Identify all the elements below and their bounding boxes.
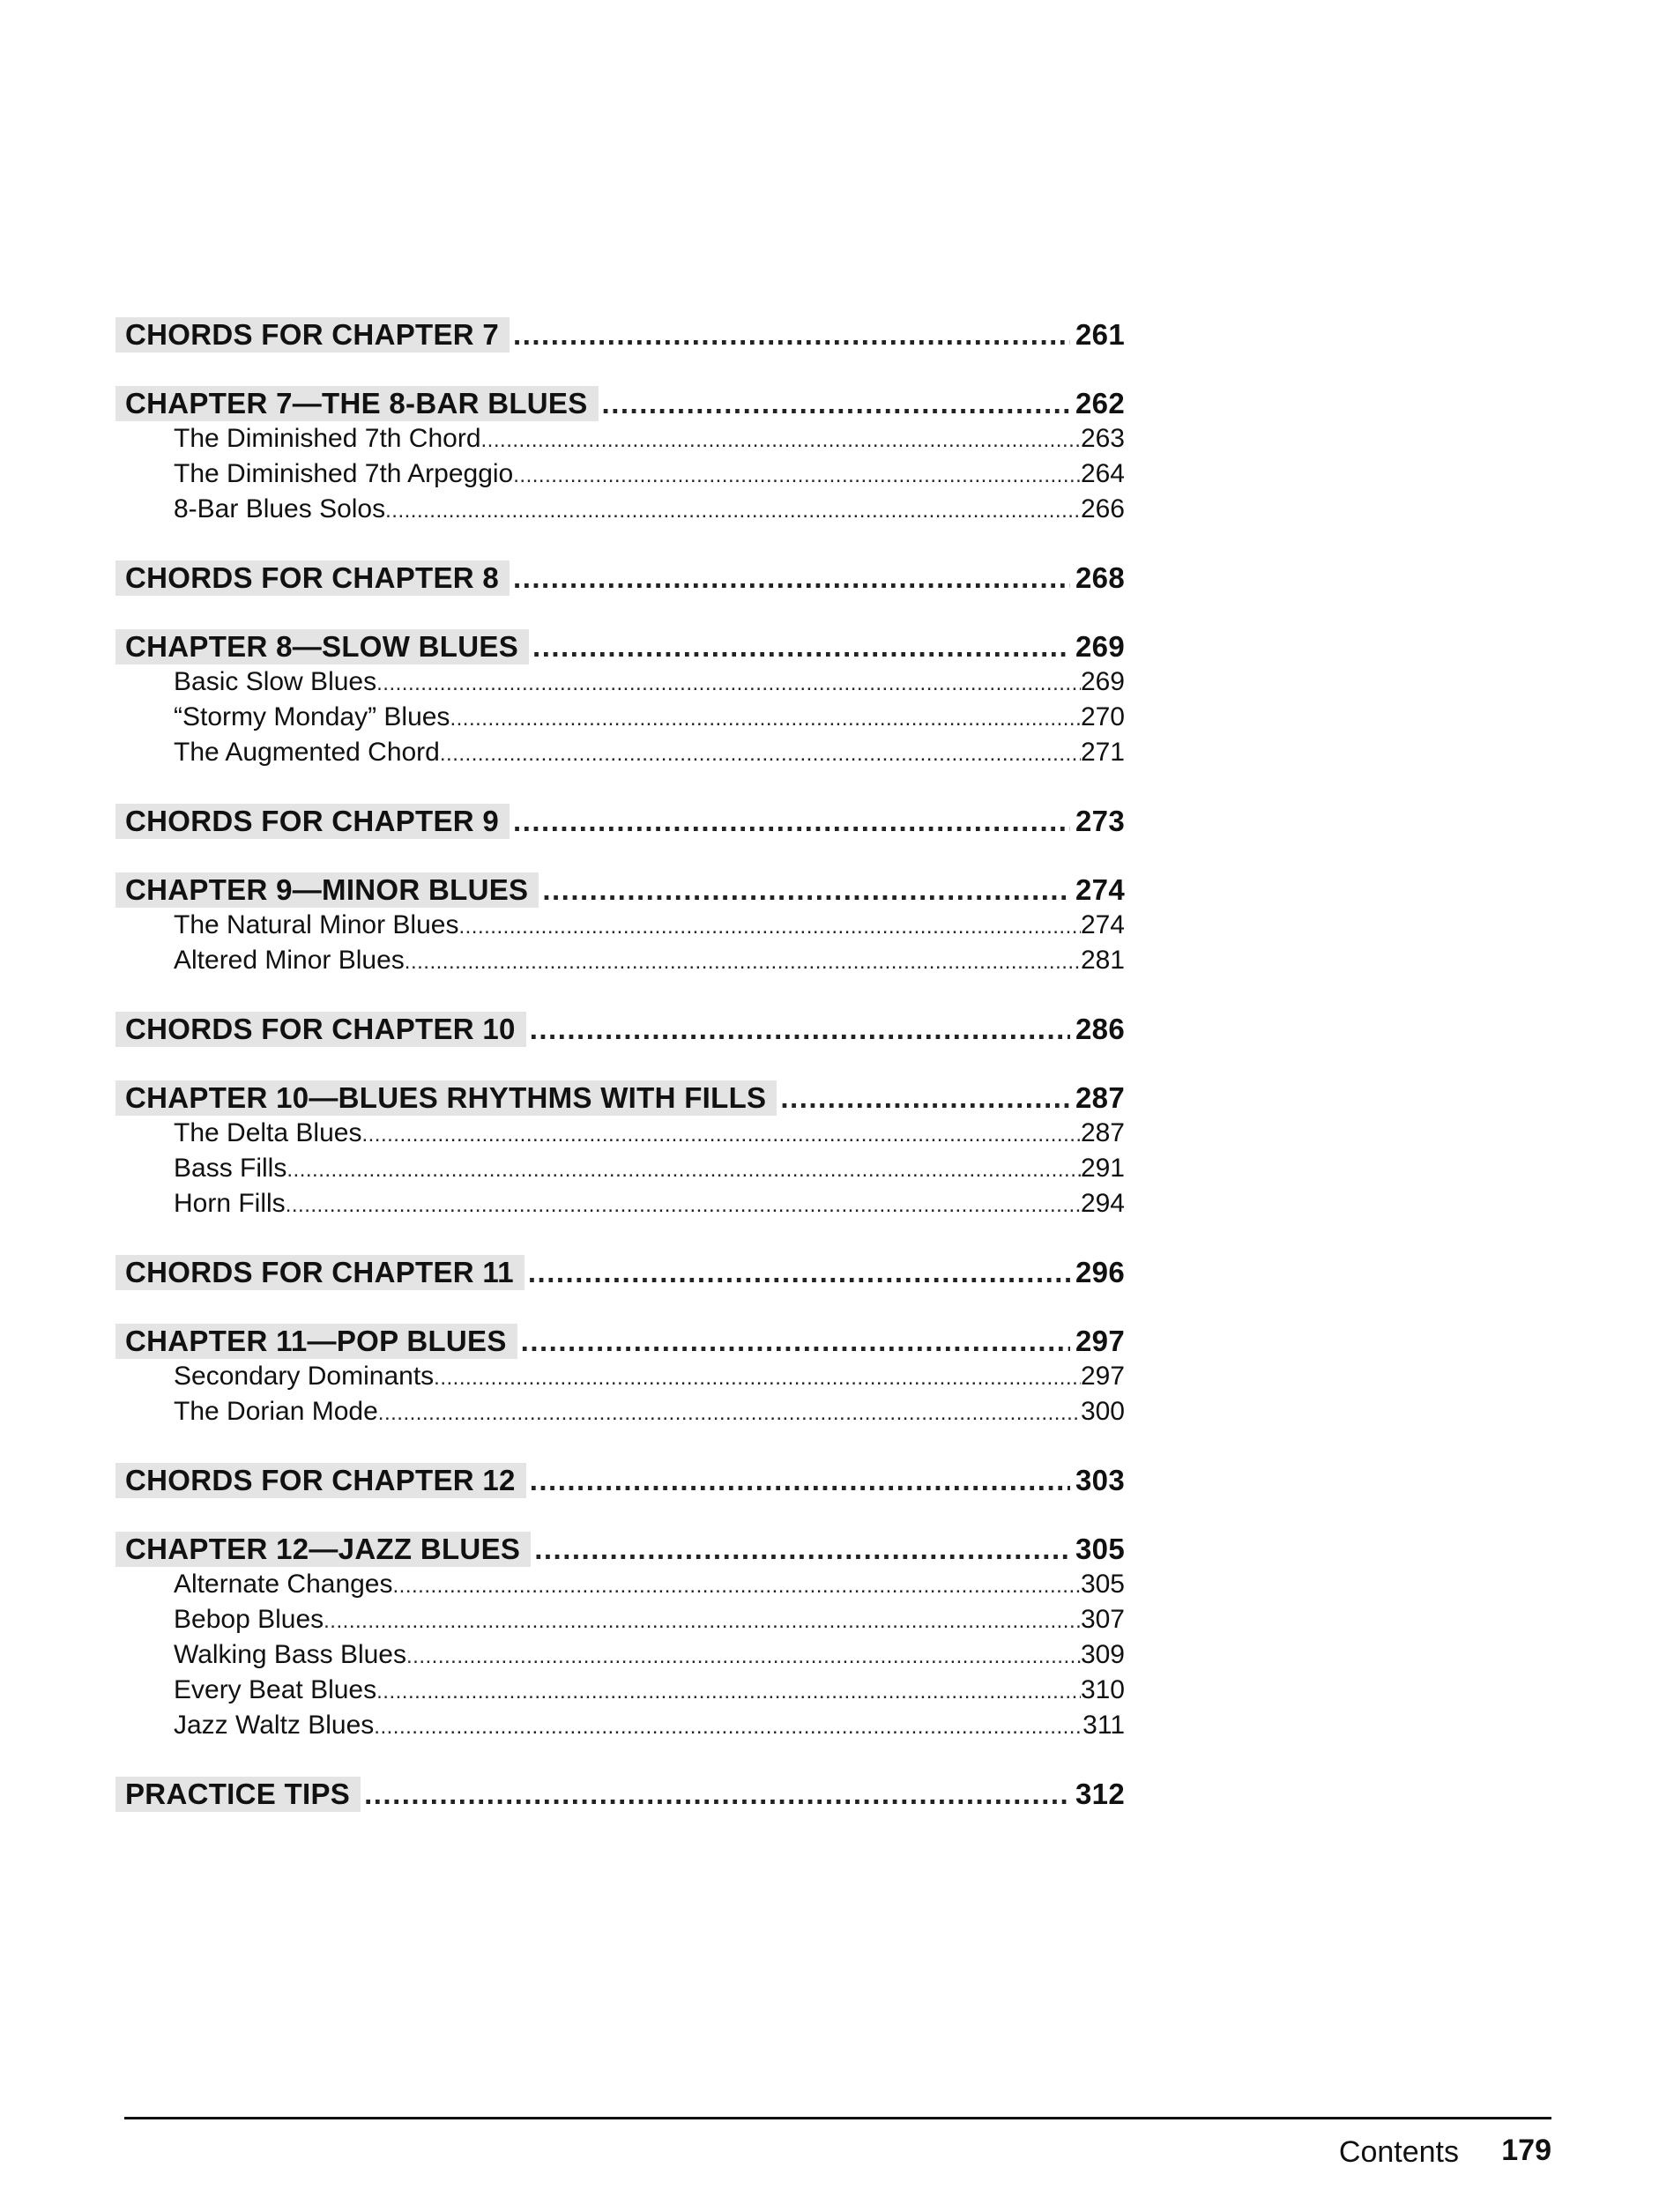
toc-entry-page: 294 [1080,1189,1125,1218]
toc-heading-title: CHAPTER 11—POP BLUES [115,1324,517,1359]
toc-entry-title: Walking Bass Blues [174,1640,406,1669]
toc-entry-title: The Dorian Mode [174,1397,378,1426]
toc-heading-row [115,1777,1125,1812]
toc-entry-row [115,457,1125,492]
dot-leader [405,945,1081,978]
toc-heading-title: CHAPTER 12—JAZZ BLUES [115,1532,531,1567]
dot-leader [378,1396,1081,1429]
toc-entry-row [115,1673,1125,1708]
toc-entry-page: 270 [1080,702,1125,731]
toc-entry-title: 8-Bar Blues Solos [174,494,386,523]
footer-rule [124,2117,1551,2119]
table-of-contents [115,317,1125,1845]
toc-heading-row [115,1463,1125,1498]
toc-heading-page: 262 [1075,387,1125,419]
toc-heading-row [115,1532,1125,1567]
toc-entry-row [115,1359,1125,1394]
toc-entry-title: The Diminished 7th Chord [174,424,481,453]
toc-entry-row [115,1186,1125,1221]
dot-leader [526,1012,1070,1047]
toc-entry-title: Altered Minor Blues [174,946,405,975]
dot-leader [524,1255,1070,1290]
toc-entry-page: 271 [1080,738,1125,767]
toc-heading-page: 273 [1075,805,1125,837]
toc-entry-row [115,1151,1125,1186]
toc-entry-row [115,1567,1125,1602]
toc-entry-title: Every Beat Blues [174,1675,377,1704]
footer-label: Contents [1338,2135,1459,2169]
toc-entry-row [115,1602,1125,1637]
toc-heading-page: 303 [1075,1464,1125,1496]
toc-entry-row [115,1708,1125,1743]
dot-leader [450,701,1081,735]
toc-section [115,1324,1125,1429]
toc-entry-row [115,1637,1125,1673]
toc-section [115,872,1125,978]
toc-entry-page: 310 [1080,1675,1125,1704]
toc-section [115,560,1125,596]
toc-section [115,1532,1125,1743]
dot-leader [286,1153,1081,1186]
toc-section [115,1012,1125,1047]
dot-leader [481,423,1081,457]
toc-section [115,629,1125,770]
toc-entry-row [115,943,1125,978]
toc-heading-page: 269 [1075,630,1125,663]
toc-heading-row [115,804,1125,839]
toc-entry-title: The Augmented Chord [174,738,440,767]
toc-heading-row [115,560,1125,596]
toc-heading-title: CHAPTER 8—SLOW BLUES [115,629,529,664]
toc-entry-page: 263 [1080,424,1125,453]
toc-entry-title: The Delta Blues [174,1118,362,1147]
dot-leader [510,804,1070,839]
toc-heading-row [115,629,1125,664]
toc-entry-title: Alternate Changes [174,1570,393,1599]
toc-entry-page: 307 [1080,1605,1125,1634]
toc-entry-page: 291 [1080,1154,1125,1183]
dot-leader [361,1777,1070,1812]
dot-leader [286,1188,1081,1221]
dot-leader [385,494,1081,527]
toc-heading-page: 287 [1075,1081,1125,1114]
dot-leader [440,737,1081,770]
toc-entry-page: 269 [1080,667,1125,696]
toc-heading-row [115,1324,1125,1359]
toc-entry-title: Horn Fills [174,1189,286,1218]
toc-entry-title: Jazz Waltz Blues [174,1711,375,1740]
dot-leader [529,629,1070,664]
toc-heading-title: CHORDS FOR CHAPTER 11 [115,1255,524,1290]
toc-entry-title: The Natural Minor Blues [174,910,459,939]
toc-heading-title: CHAPTER 7—THE 8-BAR BLUES [115,386,599,421]
toc-entry-row [115,735,1125,770]
toc-section [115,386,1125,527]
toc-heading-page: 261 [1075,318,1125,351]
toc-entry-page: 309 [1080,1640,1125,1669]
dot-leader [376,666,1081,700]
toc-section [115,804,1125,839]
toc-heading-title: CHAPTER 10—BLUES RHYTHMS WITH FILLS [115,1080,777,1116]
toc-entry-row [115,1394,1125,1429]
toc-entry-row [115,421,1125,457]
dot-leader [324,1604,1081,1637]
toc-heading-title: CHORDS FOR CHAPTER 9 [115,804,510,839]
toc-section [115,1080,1125,1221]
dot-leader [517,1324,1070,1359]
toc-heading-row [115,386,1125,421]
toc-heading-page: 286 [1075,1013,1125,1045]
dot-leader [374,1710,1082,1743]
toc-entry-row [115,908,1125,943]
dot-leader [393,1569,1081,1602]
toc-entry-row [115,1116,1125,1151]
toc-heading-page: 296 [1075,1256,1125,1288]
toc-heading-row [115,1080,1125,1116]
toc-entry-title: Basic Slow Blues [174,667,377,696]
toc-entry-row [115,664,1125,700]
toc-heading-page: 274 [1075,873,1125,906]
dot-leader [376,1674,1081,1708]
toc-entry-page: 264 [1080,459,1125,488]
toc-heading-row [115,1012,1125,1047]
toc-entry-title: “Stormy Monday” Blues [174,702,450,731]
toc-heading-row [115,872,1125,908]
toc-entry-page: 287 [1080,1118,1125,1147]
dot-leader [526,1463,1070,1498]
toc-entry-title: Secondary Dominants [174,1362,435,1391]
toc-entry-page: 274 [1080,910,1125,939]
toc-entry-title: Bebop Blues [174,1605,324,1634]
toc-heading-page: 297 [1075,1325,1125,1357]
toc-entry-title: Bass Fills [174,1154,287,1183]
dot-leader [777,1080,1070,1116]
dot-leader [458,909,1080,943]
toc-heading-row [115,1255,1125,1290]
toc-heading-title: CHORDS FOR CHAPTER 8 [115,560,510,596]
toc-entry-row [115,700,1125,735]
toc-heading-page: 268 [1075,561,1125,594]
toc-entry-page: 281 [1080,946,1125,975]
dot-leader [510,560,1070,596]
toc-heading-page: 312 [1075,1778,1125,1810]
toc-section [115,1463,1125,1498]
toc-entry-page: 297 [1080,1362,1125,1391]
dot-leader [539,872,1070,908]
toc-heading-title: CHORDS FOR CHAPTER 10 [115,1012,526,1047]
dot-leader [510,317,1070,353]
toc-heading-title: PRACTICE TIPS [115,1777,361,1812]
toc-entry-page: 311 [1082,1711,1125,1740]
dot-leader [406,1639,1081,1673]
dot-leader [434,1361,1081,1394]
page-number: 179 [1501,2134,1551,2167]
toc-entry-title: The Diminished 7th Arpeggio [174,459,514,488]
toc-entry-row [115,492,1125,527]
toc-heading-title: CHORDS FOR CHAPTER 7 [115,317,510,353]
dot-leader [599,386,1070,421]
toc-section [115,317,1125,353]
toc-entry-page: 300 [1080,1397,1125,1426]
toc-section [115,1255,1125,1290]
toc-entry-page: 305 [1080,1570,1125,1599]
toc-heading-title: CHAPTER 9—MINOR BLUES [115,872,539,908]
toc-heading-page: 305 [1075,1533,1125,1565]
dot-leader [513,458,1081,492]
toc-section [115,1777,1125,1812]
dot-leader [361,1117,1080,1151]
toc-entry-page: 266 [1080,494,1125,523]
toc-heading-title: CHORDS FOR CHAPTER 12 [115,1463,526,1498]
toc-heading-row [115,317,1125,353]
dot-leader [531,1532,1070,1567]
